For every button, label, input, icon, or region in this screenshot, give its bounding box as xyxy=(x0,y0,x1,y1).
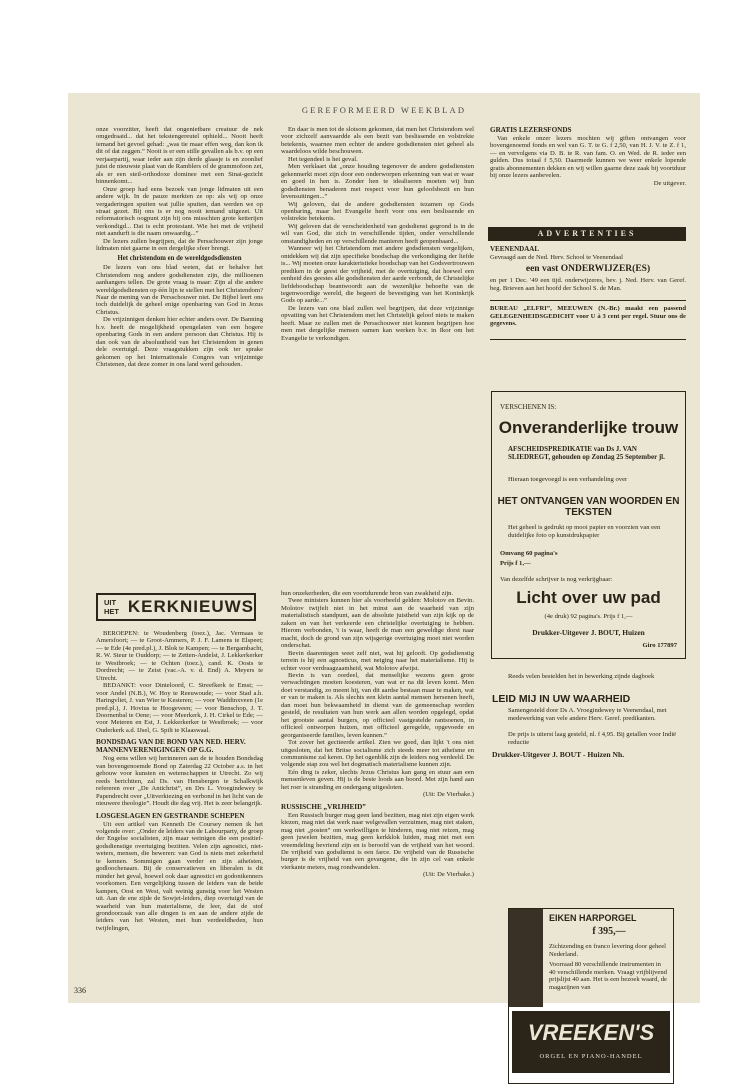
ad-reeds: Reeds velen bestelden het in bewerking zijnde dagboek xyxy=(508,673,655,680)
ad-leid-text: Samengesteld door Ds A. Vroegindewey te Veenendaal, met medewerking van vele andere Herv. Geref. predikanten. xyxy=(508,707,667,722)
book-note: Hieraan toegevoegd is een verhandeling over xyxy=(508,476,628,483)
paragraph: Het tegendeel is het geval. xyxy=(288,155,358,163)
paragraph: Nog eens willen wij herinneren aan de te houden Bondsdag van bovengenoemde Bond op Zaterdag 22 October a.s. in het gebouw voor kunsten en wetenschappen te Utrecht. Zo wij reeds berichtten, zal Ds. van Hensbergen te Schalkwijk refereren over „De Antichrist”, en Drs L. Vroegindewey te Papendrecht over „Uitverkiezing en verbond in het licht van de nieuwere theologie”. Houdt die dag vrij. Het is zeer belangrijk. xyxy=(96,755,263,808)
paragraph: De lezers van ons blad zullen wel begrijpen, dat deze vrijzinnige opvatting van het Christendom met het Christelijk geloof niets te maken heeft. Maar ze zullen met de Persschouwer niet kunnen begrijpen hoe men met dergelijke mensen samen kan werken b.v. in Ikor om het Evangelie te verkondigen. xyxy=(281,304,474,342)
book-subtitle: AFSCHEIDSPREDIKATIE van Ds J. VAN SLIEDREGT, gehouden op Zondag 25 September jl. xyxy=(508,445,665,461)
signoff: De uitgever. xyxy=(653,179,686,187)
book-edition: (4e druk) 92 pagina's. Prijs f 1,— xyxy=(544,613,633,620)
paragraph: Wij geloven, dat de andere godsdiensten tezamen op Gods openbaring, maar het Evangelie heeft voor ons een beslissende en volstrekte betekenis. xyxy=(281,200,474,223)
paragraph: De vrijzinnigen denken hier echter anders over. De Banning b.v. heeft de mogelijkheid opengelaten van een hogere openbaring Gods in een andere persoon dan Christus. Hij is dan ook van de absoluutheid van het Christendom in genen dele overtuigd. Deze vraagstukken zijn ook ter sprake gekomen op het Internationale Congres van vrijzinnige Christenen, dat deze zomer in ons land werd gehouden. xyxy=(96,316,263,369)
page-number: 336 xyxy=(74,986,86,995)
harp-title: EIKEN HARPORGEL xyxy=(549,913,637,923)
ad-headline: een vast ONDERWIJZER(ES) xyxy=(525,264,651,275)
masthead: GEREFORMEERD WEEKBLAD xyxy=(301,105,467,115)
section-heading: Het christendom en de wereldgodsdiensten xyxy=(117,254,242,262)
book-pages: Omvang 60 pagina's xyxy=(500,550,558,557)
paragraph: En daar is men tot de slotsom gekomen, dat men het Christendom wel voor zichzelf aanvaardde als een bezit van beslissende en volstrekte betekenis, waarnee men echter de andere godsdiensten niet geheel als waardeloos wilde beschouwen. xyxy=(281,126,474,156)
book-price: Prijs f 1,— xyxy=(500,560,531,567)
divider xyxy=(490,339,686,340)
newspaper-page xyxy=(68,93,700,1060)
advertenties-banner: ADVERTENTIES xyxy=(488,227,686,241)
ad-book-box xyxy=(491,391,686,659)
paragraph: Bevin is van oordeel, dat menselijke wezens geen grote verwachtingen moeten koesteren, van wat er na dit leven komt. Men doet verstandig, zo meent hij, van dit aardse bestaan maar te maken, wat er van te maken is. Als slechts een klein aantal mensen hersenen heeft, dan moet hun bekwaamheid in dienst van de gemeenschap worden gesteld, de resultaten van hun werk aan allen worden opgelegd, opdat het grootste aantal burgers, op officieel vastgestelde rantsoenen, in officieel ontworpen huizen, met officieel geregelde, opgevoede en georganiseerde families, leven kunnen.” xyxy=(281,671,474,739)
paragraph: Van enkele onzer lezers mochten wij giften ontvangen voor bovengenoemd fonds en wel van G. T. te G. f 2,50, van H. J. V. te Z. f 1,— en vervolgens via D. B. te R. van fam. O. en Wed. de R. ieder een gulden. Dus totaal f 5,50. Daarmede kunnen we weer enkele lopende gratis abonnementen dekken en wij willen gaarne deze zaak bij voortduur bij onze lezers aanbevelen. xyxy=(490,135,686,180)
section-heading: RUSSISCHE „VRIJHEID” xyxy=(281,802,366,811)
ad-text: en per 1 Dec. '49 een tijd. onderwijzeres, bev. j. Ned. Herv. van Geref. beg. Brieven aan het hoofd der School S. de Man. xyxy=(490,277,686,292)
kerknieuws-title: KERKNIEUWS xyxy=(127,597,254,616)
paragraph: Twee ministers kunnen hier als voorbeeld gelden: Molotov en Bevin. Molotov twijfelt niet in het minst aan de waarheid van zijn materialistisch standpunt, aan de absolute juistheid van zijn kijk op de zaken en van het verkeerde een christelijke overtuiging te hebben. Hierom verbonden, 't is waar, heeft de man een geweldige dorst naar macht, doch de grond van zijn wijsgerige overtuiging moet niet worden onderschat. xyxy=(281,597,474,650)
ad-leid-title: LEID MIJ IN UW WAARHEID xyxy=(492,693,631,705)
paragraph: Bevin daarentegen weet zelf niet, wat hij gelooft. Op godsdienstig terrein is hij een agnosticus, met neiging naar het materialisme. Hij is echter voor verdraagzaamheid, wat Molotov afwijst. xyxy=(281,649,474,672)
paragraph: Men verklaart dat „onze houding tegenover de andere godsdiensten gekenmerkt moet zijn door een onderworpen erkenning van wat er waar en goed in hen is. Zonder hen te idealiseren moeten wij hun godsdiensten benaderen met respect voor hun geloofsbezit en hun levensuitingen...” xyxy=(281,163,474,201)
paragraph: onze voorzitter, heeft dat ongenietbare creatuur de nek omgedraaid... dat het tekstengereutel ophield... Nooit heeft iemand het gevoel gehad: „was tie maar effen weg, dan kon ik dit of dat zeggen.” Nooit is er een stille gevallen als b.v. op een verjaarpartij, waar ieder aan zijn derde glaasje is en zoonlief juist de nieuwste plaat van de Ramblers of de grammofoon zet, als er een steil-orthodoxe dominee met een Sinai-gezicht binnenkomt... xyxy=(96,126,263,186)
column-2-lower xyxy=(281,590,474,879)
book-title-2: HET ONTVANGEN VAN WOORDEN EN TEKSTEN xyxy=(497,496,680,518)
book-title: Onveranderlijke trouw xyxy=(498,418,679,437)
harp-text: Zichtzending en franco levering door geheel Nederland. xyxy=(549,943,666,958)
paragraph: De lezers van ons blad weten, dat er behalve het Christendom nog andere godsdiensten zijn, die millioenen aanhangers tellen. De grote vraag is maar: Zijn al die andere wereldgodsdiensten op één lijn te stellen met het Christendom? Naar de mening van de Persschouwer niet. De Bijbel leert ons toch duidelijk de geheel enige openbaring van God in Jezus Christus. xyxy=(96,264,264,316)
source-credit: (Uit: De Vierbake.) xyxy=(423,871,474,879)
ad-town: VEENENDAAL xyxy=(490,245,540,253)
divider xyxy=(490,300,686,301)
paragraph: Eén ding is zeker, slechts Jezus Christus kan gang en stuur aan een mensenleven geven. Hij is de beste loods aan boord. Met zijn hand aan het roer is stranding en ondergang uitgesloten. xyxy=(281,768,474,791)
column-3 xyxy=(490,126,686,187)
paragraph: Wanneer wij het Christendom met andere godsdiensten vergelijken, ontdekken wij dat zijn specifieke boodschap die verkondiging der liefde is... Wij moeten onze karakteristieke boodschap van het Godsvertrouwen prediken in de geest der vrijheid, met de overtuiging, dat hoewel een eenheid des geestes alle godsdiensten der aarde verbondt, de Christelijke liefdeboodschap beantwoordt aan de wezenlijke behoefte van de tegenwoordige wereld, die begeert de bevestiging van het Koninkrijk Gods op aarde...” xyxy=(281,245,474,305)
kerknieuws-prefix: UIT HET xyxy=(104,598,119,616)
ad-publisher: Drukker-Uitgever J. BOUT - Huizen Nh. xyxy=(492,750,625,759)
paragraph: BEDANKT: voor Dinteloord, C. Streefkerk te Emst; — voor Andel (N.B.), W. Hoy te Reeuwoude; — voor Stad a.h. Haringvliet, J. van Wier te Kesteren; — voor Waddinxveen (1e pred.pl.), J. Hovius te Hoogeveen; — voor Benschop, J. T. Doornenbal te Oene; — voor Meerkerk, J. H. Cirkel te Ede; — voor Meteren en Est, J. Lekkerkerker te Westbroek; — voor Ouderkerk a.d. IJsel, G. Spilt te Klaaswaal. xyxy=(96,682,263,734)
paragraph: Tot zover het geciteerde artikel. Zien we goed, dan lijkt 't ons niet uitgesloten, dat het Britse socialisme zich steeds meer tot atheïsme en communisme zal keren. Op het ogenblik zijn de leiders nog verdeeld. De volgende stap zou wel het dogmatisch materialisme kunnen zijn. xyxy=(281,739,474,769)
paragraph: Een Russisch burger mag geen land bezitten, mag niet zijn eigen werk kiezen, mag niet dat werk naar welgevallen verzuimen, mag niet staken, mag niet „posten” om werkwilligen te hinderen, mag niet reizen, mag geen juwelen bezitten, mag geen kerkklok luiden, mag niet met een vreemdeling bevriend zijn en is beroofd van de vrijheid van het woord. De vrijheid van godsdienst is een farce. De vrijheid van de Russische burger is de vrijheid van een gevangene, die in zijn cel van enkele vierkante meters, mag rondwandelen. xyxy=(281,811,474,871)
ad-harporgel-box xyxy=(508,908,674,1084)
brand-name: VREEKEN'S xyxy=(527,1020,655,1045)
ad-elfri: BUREAU „ELFRI”, MEEUWEN (N.-Br.) maakt een passend GELEGENHEIDSGEDICHT voor U à 3 cent per regel. Stuur ons de gegevens. xyxy=(490,305,686,328)
harp-price: f 395,— xyxy=(592,926,626,937)
paragraph: Uit een artikel van Kenneth De Coursey nemen ik het volgende over: „Onder de leiders van de Labourparty, de groep der Engelse socialisten, zijn maar weinigen die een positief-godsdienstige overtuiging bezitten. Velen zijn agnostici, niet-weters, mensen, die beweren: van God is niets met zekerheid te kennen. Sommigen gaan verder en zijn atheïsten, godloochenaars. Bij de conservatieven en liberalen is dit minder het geval, hoewel ook daar agnostici en godontkenners voorkomen. Een vergelijking tussen de leiders van de beide kampen, Oost en West, valt weinig gunstig voor het Westen uit. Aan de ene zijde de Sowjet-leiders, diep overtuigd van de waarheid van hun materialisme, de leer, dat de stof grondoorzaak van alle dingen is en aan de andere zijde de leiders van het Westen, met hun verdeeldheden, hun twijfelingen, xyxy=(96,820,263,932)
paragraph: BEROEPEN: te Woudenberg (toez.), Jac. Vermaas te Amersfoort; — te Groot-Ammers, P. J. F. Lamens te Elspeet; — te Ede (4e pred.pl.), J. Blok te Kampen; — te Bergambacht, R. W. Steur te Ouddorp; — te Zetten-Andelst, J. Lekkerkerker te Westbroek; — te Ochten (toez.), cand. K. Oosts te Dordrecht; — te Zeist (vac.-A. v. d. End) A. Meyers te Utrecht. xyxy=(96,630,263,682)
book-note: Het geheel is gedrukt op mooi papier en voorzien van een duidelijke foto op kunstdrukpapier xyxy=(508,524,661,539)
book-title-3: Licht over uw pad xyxy=(516,588,661,607)
section-heading: BONDSDAG VAN DE BOND VAN NED. HERV. MANNENVERENIGINGEN OP G.G. xyxy=(96,738,246,755)
ad-line: Gevraagd aan de Ned. Herv. School te Veenendaal xyxy=(490,253,623,261)
paragraph: Onze groep had eens bezoek van jonge lidmaten uit een andere wijk. In de pauze merkten ze op: als wij op onze vergaderingen spuiten wat jullie spuiten, dan werden we op straat gezet. Bij ons is er nog nooit iemand uitgezet. Uit reformatorisch oogpunt zijn bij ons misschien grote ketterijen verkondigd... Dat is echt protestant. Wie het met de vrijheid niet aandurft is die naam onwaardig...” xyxy=(96,185,263,238)
paragraph: hun onzekerheden, die een voortdurende bron van zwakheid zijn. xyxy=(281,590,454,597)
column-1 xyxy=(96,126,263,369)
section-heading: LOSGESLAGEN EN GESTRANDE SCHEPEN xyxy=(96,811,245,820)
column-1-lower xyxy=(96,630,263,932)
source-credit: (Uit: De Vierbake.) xyxy=(423,791,474,799)
organ-image xyxy=(509,909,543,1007)
section-heading: GRATIS LEZERSFONDS xyxy=(490,126,572,134)
paragraph: De lezers zullen begrijpen, dat de Persschouwer zijn jonge lidmaten niet gaarne in een dergelijke sfeer brengt. xyxy=(96,237,263,253)
column-2 xyxy=(281,126,474,342)
vreekens-logo xyxy=(512,1011,670,1073)
ad-veenendaal xyxy=(490,246,686,292)
brand-sub: ORGEL EN PIANO-HANDEL xyxy=(539,1053,643,1060)
book-publisher: Drukker-Uitgever J. BOUT, Huizen xyxy=(532,628,645,637)
book-also: Van dezelfde schrijver is nog verkrijgbaar: xyxy=(500,576,613,583)
book-giro: Giro 177897 xyxy=(642,642,677,649)
paragraph: Wij geloven dat de verscheidenheid van godsdienst gegrond is in de wil van God, die zich in verschillende tijden, onder verschillende omstandigheden en op verschillende manieren heeft geopenbaard... xyxy=(281,222,474,245)
kerknieuws-title-box xyxy=(96,593,256,621)
ad-leid-price: De prijs is uiterst laag gesteld, nl. f 4,95. Bij getallen voor Indië reductie xyxy=(508,731,677,746)
harp-text: Voorraad 80 verschillende instrumenten in 40 verschillende merken. Vraagt vrijblijvend prijslijst 40 aan. Het is een bezoek waard, de magazijnen van xyxy=(549,961,667,991)
ad-verschenen: VERSCHENEN IS: xyxy=(500,403,557,411)
